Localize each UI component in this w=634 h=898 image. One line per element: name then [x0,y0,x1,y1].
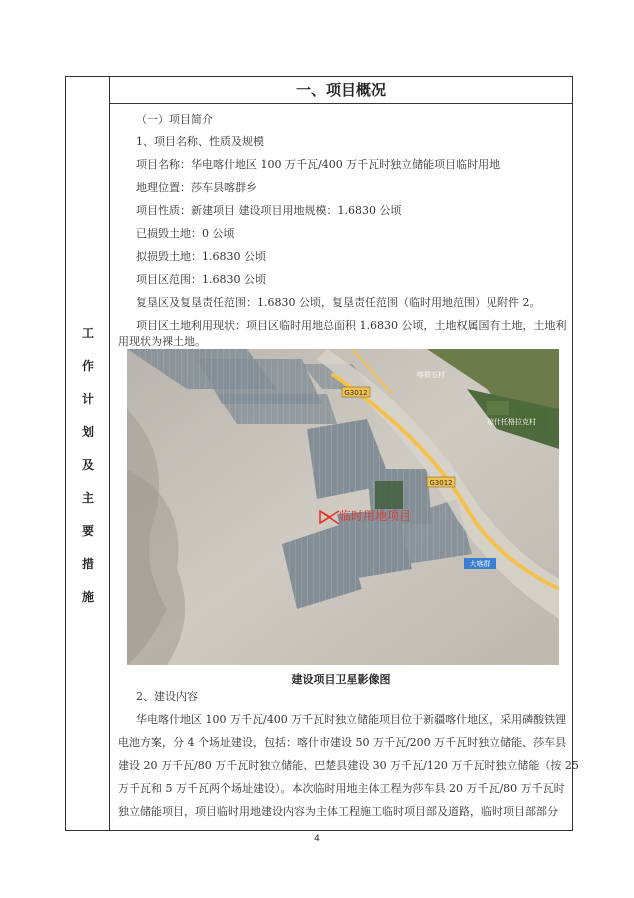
marker-label: 临时用地项目 [339,509,412,523]
text-line: 项目性质：新建项目 建设项目用地规模：1.6830 公顷 [136,204,402,217]
text-line: （一）项目简介 [136,113,213,126]
side-label [66,317,110,614]
text-line: 建设 20 万千瓦/80 万千瓦时独立储能、巴楚县建设 30 万千瓦/120 万千瓦时独立储能（按 25 [118,759,579,772]
text-line: 拟损毁土地：1.6830 公顷 [136,250,266,263]
side-char: 要 [81,524,94,538]
text-line: 地理位置：莎车县喀群乡 [136,181,257,194]
side-char: 作 [81,359,94,373]
side-char: 施 [81,590,94,604]
side-char: 计 [81,392,94,406]
text-line: 用现状为裸土地。 [118,335,206,348]
text-line: 项目名称：华电喀什地区 100 万千瓦/400 万千瓦时独立储能项目临时用地 [136,158,501,171]
side-char: 及 [81,458,94,472]
text-line: 电池方案，分 4 个场址建设，包括：喀什市建设 50 万千瓦/200 万千瓦时独立储能、莎车县 [118,736,567,749]
side-char: 主 [81,491,94,505]
satellite-image [127,349,559,665]
text-line: 复垦区及复垦责任范围：1.6830 公顷，复垦责任范围（临时用地范围）见附件 2。 [136,296,541,309]
county-label: 大喀群 [469,560,491,568]
text-line: 项目区范围：1.6830 公顷 [136,273,266,286]
text-line: 2、建设内容 [136,690,198,703]
image-caption: 建设项目卫星影像图 [291,673,391,686]
content-cell [110,77,579,830]
side-column [66,77,110,830]
text-line: 已损毁土地：0 公顷 [136,227,235,240]
text-line: 万千瓦和 5 万千瓦两个场址建设）。本次临时用地主体工程为莎车县 20 万千瓦/80 万千瓦时 [118,782,565,795]
text-line: 独立储能项目，项目临时用地建设内容为主体工程施工临时项目部及道路，临时项目部部分 [118,805,558,818]
form-frame [65,76,579,831]
road-label: G3012 [344,389,368,397]
side-char: 划 [81,425,94,439]
side-char: 工 [81,326,94,340]
village-label: 喀群五村 [417,371,445,379]
page-number: 4 [314,834,320,844]
section-title: 一、项目概况 [110,77,572,104]
text-line: 1、项目名称、性质及规模 [136,135,264,148]
village-label: 琼什托格拉克村 [487,418,536,426]
road-label: G3012 [429,479,453,487]
side-char: 措 [81,557,94,571]
text-line: 华电喀什地区 100 万千瓦/400 万千瓦时独立储能项目位于新疆喀什地区，采用磷酸铁锂 [136,713,567,726]
text-line: 项目区土地利用现状：项目区临时用地总面积 1.6830 公顷，土地权属国有土地，土地利 [136,319,567,332]
satellite-map [127,349,559,665]
